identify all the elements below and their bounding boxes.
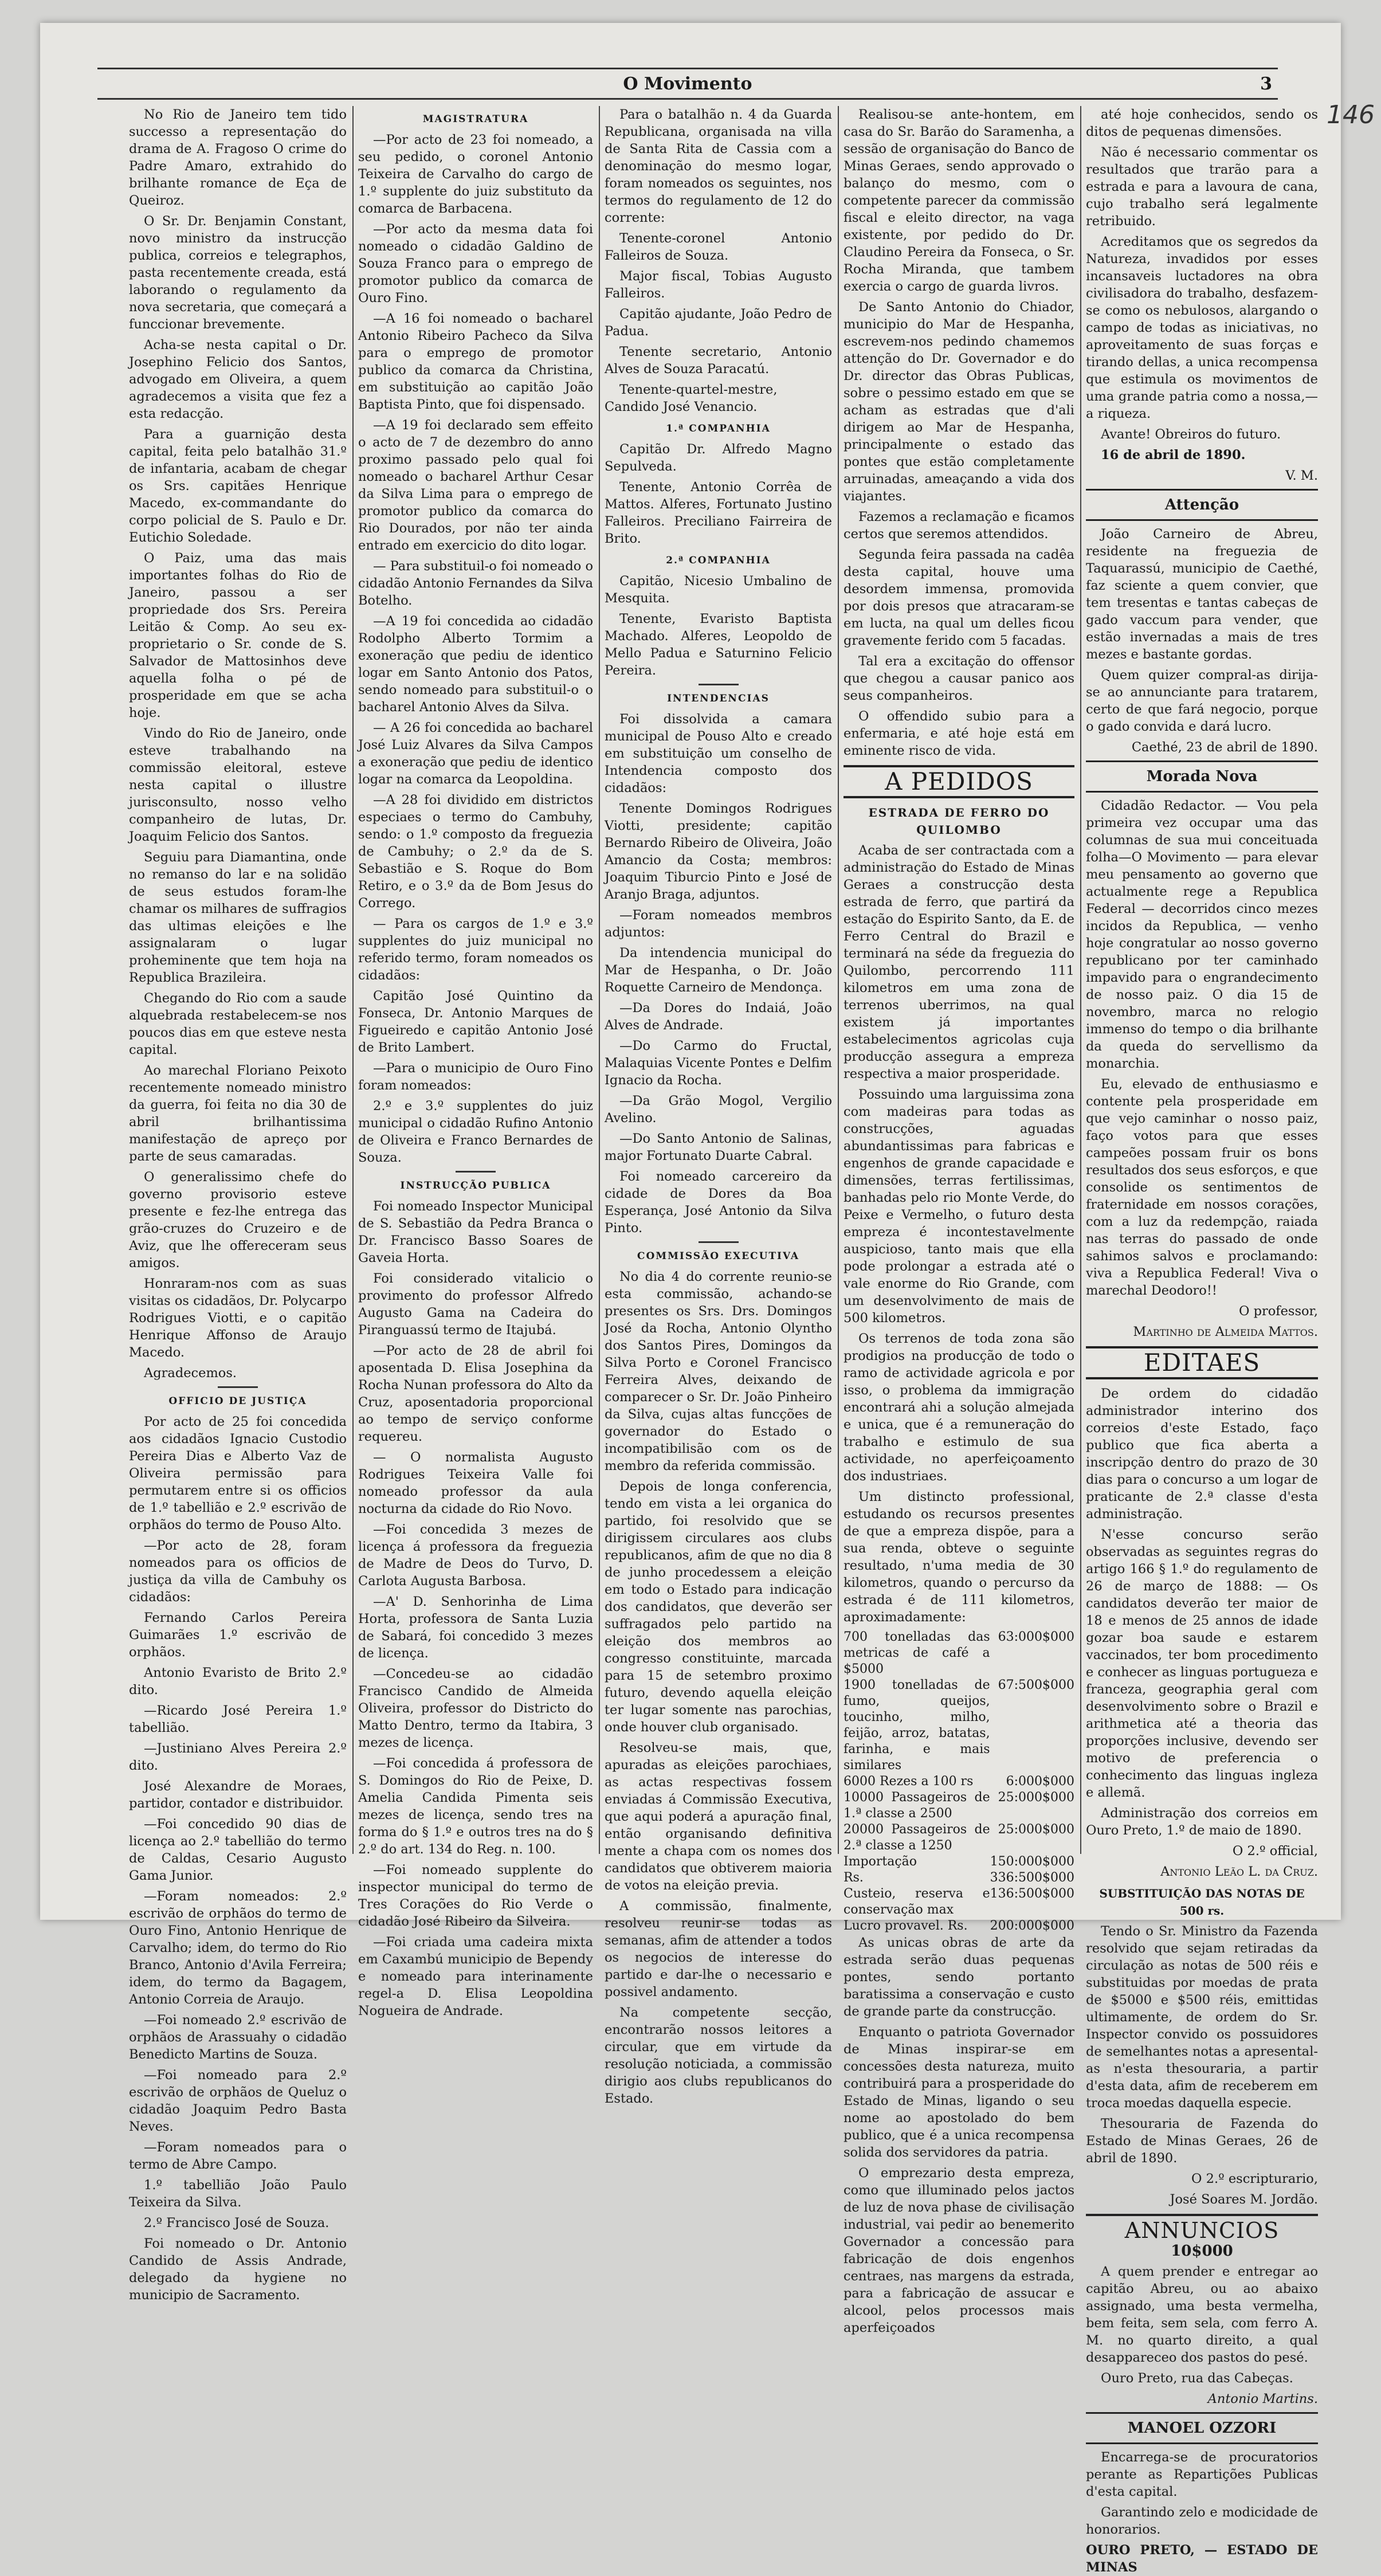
thick-rule xyxy=(1086,1377,1318,1379)
paragraph: As unicas obras de arte da estrada serão duas pequenas pontes, sendo portanto baratissima a conservação e custo de grande parte da construcção. xyxy=(843,1935,1074,2019)
table-cell-value: 25:000$000 xyxy=(998,1822,1074,1837)
paragraph: Possuindo uma larguissima zona com madeiras para todas as construcções, aguadas abundantissimas para fabricas e engenhos de grande capacidade e dimensões, terras fertilissimas, banhadas pelo rio Monte Verde, do Peixe e Vermelho, o futuro desta empreza é incontestavelmente auspicioso, tanto mais que ella pode prolongar a estrada até o vale enorme do Rio Grande, com um desenvolvimento de mais de 500 kilometros. xyxy=(843,1087,1074,1326)
paragraph: Major fiscal, Tobias Augusto Falleiros. xyxy=(605,269,832,301)
table-cell-value: 136:500$000 xyxy=(990,1887,1074,1901)
paragraph: Eu, elevado de enthusiasmo e contente pela prosperidade em que vejo caminhar o nosso paiz, faço votos para que esses campeões possam fruir os bons resultados dos seus esforços, e que consolide os sentimentos de fraternidade em nossos corações, com a luz da redempção, raiada nas terras do passado de onde sahimos salvos e proclamando: viva a Republica Federal! Viva o marechal Deodoro!! xyxy=(1086,1077,1318,1298)
paragraph: —Foi nomeado supplente do inspector municipal do termo de Tres Corações do Rio Verde o cidadão José Ribeiro da Silveira. xyxy=(358,1863,593,1929)
annuncio-reward: 10$000 xyxy=(1171,2242,1233,2260)
paragraph: Segunda feira passada na cadêa desta capital, houve uma desordem immensa, promovida por dois presos que atracaram-se em lucta, na qual um delles ficou gravemente ferido com 5 facadas. xyxy=(843,547,1074,648)
paragraph: —Por acto da mesma data foi nomeado o cidadão Galdino de Souza Franco para o emprego de promotor publico da comarca de Ouro Fino. xyxy=(358,222,593,305)
editaes-signature-name: Antonio Leão L. da Cruz. xyxy=(1160,1864,1318,1879)
magistratura-notes xyxy=(358,131,593,1166)
column-rule xyxy=(838,106,839,1854)
paragraph: No dia 4 do corrente reunio-se esta commissão, achando-se presentes os Srs. Drs. Domingos José da Rocha, Antonio Olyntho dos Santos Pires, Domingos da Silva Porto e Coronel Francisco Ferreira Alves, deixando de comparecer o Sr. Dr. João Pinheiro da Silva, cujas altas funcções de governador do Estado o incompatibilisão com os de membro da referida commissão. xyxy=(605,1269,832,1473)
column-2 xyxy=(358,106,594,2018)
paragraph: Acha-se nesta capital o Dr. Josephino Felicio dos Santos, advogado em Oliveira, a quem agradecemos a visita que fez a esta redacção. xyxy=(129,338,347,421)
paragraph: Foi nomeado carcereiro da cidade de Dores da Boa Esperança, José Antonio da Silva Pinto. xyxy=(605,1169,832,1236)
company-2-list xyxy=(605,573,832,679)
paragraph: Os terrenos de toda zona são prodigios na producção de todo o ramo de actividade agricola e por isso, o problema da immigração encontrará ahi a solução almejada e unica, que é a remuneração do trabalho e estimulo de sua actividade, no aperfeiçoamento dos industriaes. xyxy=(843,1331,1074,1484)
paragraph: —Foi concedido 90 dias de licença ao 2.º tabellião do termo de Caldas, Cesario Augusto Gama Junior. xyxy=(129,1817,347,1883)
paragraph: —Para o municipio de Ouro Fino foram nomeados: xyxy=(358,1061,593,1093)
table-cell-label: 1900 tonelladas de fumo, queijos, toucinho, milho, feijão, arroz, batatas, farinha, e mais similares xyxy=(843,1678,990,1773)
paragraph: Resolveu-se mais, que, apuradas as eleições parochiaes, as actas respectivas fossem enviadas á Commissão Executiva, que aqui poderá a apuração final, então organisando definitiva mente a chapa com os nomes dos candidatos que obtiverem maioria de votos na eleição previa. xyxy=(605,1740,832,1893)
paragraph: —Do Santo Antonio de Salinas, major Fortunato Duarte Cabral. xyxy=(605,1131,832,1163)
company-1-title: 1.ª COMPANHIA xyxy=(666,423,771,434)
separator xyxy=(456,1171,496,1173)
paragraph: Garantindo zelo e modicidade de honorarios. xyxy=(1086,2505,1318,2537)
paragraph: Tenente secretario, Antonio Alves de Souza Paracatú. xyxy=(605,344,832,377)
paragraph: Capitão José Quintino da Fonseca, Dr. Antonio Marques de Figueiredo e capitão Antonio José de Brito Lambert. xyxy=(358,989,593,1055)
section-title-magistratura: MAGISTRATURA xyxy=(422,113,529,125)
paragraph: Não é necessario commentar os resultados que trarão para a estrada e para a lavoura de cana, cujo trabalho será legalmente retribuido. xyxy=(1086,145,1318,229)
paragraph: 2.º e 3.º supplentes do juiz municipal o cidadão Rufino Antonio de Oliveira e Franco Bernardes de Souza. xyxy=(358,1099,593,1165)
table-cell-label: Importação xyxy=(843,1854,917,1869)
separator xyxy=(699,1241,739,1243)
table-row xyxy=(843,1629,1074,1677)
paragraph: Capitão Dr. Alfredo Magno Sepulveda. xyxy=(605,442,832,474)
column-rule xyxy=(352,106,354,1854)
paragraph: —A 16 foi nomeado o bacharel Antonio Ribeiro Pacheco da Silva para o emprego de promotor publico da comarca da Christina, em substituição ao capitão João Baptista Pinto, que foi dispensado. xyxy=(358,311,593,412)
table-row xyxy=(843,1854,1074,1870)
paragraph: —Foram nomeados para o termo de Abre Campo. xyxy=(129,2140,347,2172)
page-number: 3 xyxy=(1260,73,1272,94)
thick-rule xyxy=(1086,2214,1318,2216)
annuncio-signature: Antonio Martins. xyxy=(1207,2391,1318,2406)
ad-title-manoel-ozzori: MANOEL OZZORI xyxy=(1127,2420,1277,2437)
paragraph: De Santo Antonio do Chiador, municipio do Mar de Hespanha, escrevem-nos pedindo chamemos attenção do Dr. Governador e do Dr. director das Obras Publicas, sobre o pessimo estado em que se acham as estradas que d'ali dirigem ao Mar de Hespanha, principalmente o estado das pontes que estão completamente arruinadas, ameaçando a vida dos viajantes. xyxy=(843,300,1074,504)
estrada-continued xyxy=(1086,106,1318,443)
morada-box xyxy=(1086,760,1318,793)
table-cell-label: Lucro provavel. Rs. xyxy=(843,1919,968,1933)
section-title-a-pedidos: A PEDIDOS xyxy=(885,767,1033,795)
paragraph: Depois de longa conferencia, tendo em vista a lei organica do partido, foi resolvido que se dirigissem circulares aos clubs republicanos, afim de que no dia 8 de junho procedessem a eleição em todo o Estado para indicação dos candidatos, que deverão ser suffragados pelo partido na eleição dos membros ao congresso constituinte, marcada para 15 de setembro proximo futuro, devendo aquella eleição ter lugar somente nas parochias, onde houver club organisado. xyxy=(605,1479,832,1735)
paragraph: De ordem do cidadão administrador interino dos correios d'este Estado, faço publico que fica aberta a inscripção dentro do prazo de 30 dias para o concurso a um logar de praticante de 2.ª classe d'esta administração. xyxy=(1086,1386,1318,1522)
guard-appointments xyxy=(605,106,832,415)
paragraph: Ao marechal Floriano Peixoto recentemente nomeado ministro da guerra, foi feita no dia 30 de abril brilhantissima manifestação de apreço por parte de seus camaradas. xyxy=(129,1063,347,1164)
paragraph: A commissão, finalmente, resolveu reunir-se todas as semanas, afim de attender a todos os negocios de interesse do partido e dar-lhe o necessario e possivel andamento. xyxy=(605,1899,832,1999)
estrada-text-2 xyxy=(843,1934,1074,2336)
paragraph: Tendo o Sr. Ministro da Fazenda resolvido que sejam retiradas da circulação as notas de 500 réis e substituidas por moedas de prata de $5000 e $500 réis, emittidas ultimamente, de ordem do Sr. Inspector convido os possuidores de semelhantes notas a apresental-as n'esta thesouraria, a partir d'esta data, afim de receberem em troca moedas daquella especie. xyxy=(1086,1924,1318,2111)
attencao-text xyxy=(1086,526,1318,735)
paragraph: João Carneiro de Abreu, residente na freguezia de Taquarassú, municipio de Caethé, faz sciente a quem convier, que tem tresentas e tantas cabeças de gado vaccum para vender, que estão invernadas a mais de tres mezes e bastante gordas. xyxy=(1086,527,1318,662)
paragraph: O offendido subio para a enfermaria, e até hoje está em eminente risco de vida. xyxy=(843,709,1074,758)
paragraph: Avante! Obreiros do futuro. xyxy=(1101,427,1281,442)
company-1-list xyxy=(605,441,832,547)
paragraph: Administração dos correios em Ouro Preto, 1.º de maio de 1890. xyxy=(1086,1806,1318,1838)
morada-signature-name: Martinho de Almeida Mattos. xyxy=(1133,1324,1318,1339)
paragraph: Tenente, Antonio Corrêa de Mattos. Alferes, Fortunato Justino Falleiros. Preciliano Fairreira de Brito. xyxy=(605,480,832,546)
section-title-intendencias: INTENDENCIAS xyxy=(667,693,770,704)
table-cell-value: 6:000$000 xyxy=(1006,1774,1074,1789)
table-row xyxy=(843,1774,1074,1790)
paragraph: Acreditamos que os segredos da Natureza, invadidos por esses incansaveis luctadores na obra civilisadora do trabalho, desfazem-se como os nebulosos, alargando o campo de todas as iniciativas, no aproveitamento de suas forças e tirando dellas, a unica recompensa que estimula os movimentos de uma grande patria como a nossa,—a riqueza. xyxy=(1086,234,1318,421)
commissao-notes xyxy=(605,1268,832,2107)
paragraph: Tenente, Evaristo Baptista Machado. Alferes, Leopoldo de Mello Padua e Saturnino Felicio Pereira. xyxy=(605,611,832,678)
paragraph: —Justiniano Alves Pereira 2.º dito. xyxy=(129,1741,347,1773)
table-cell-label: 10000 Passageiros de 1.ª classe a 2500 xyxy=(843,1790,990,1821)
paragraph: —Foi nomeado para 2.º escrivão de orphãos de Queluz o cidadão Joaquim Pedro Basta Neves. xyxy=(129,2068,347,2134)
table-cell-label: Rs. xyxy=(843,1871,864,1885)
paragraph: Antonio Evaristo de Brito 2.º dito. xyxy=(129,1665,347,1697)
table-row xyxy=(843,1918,1074,1934)
estrada-revenue-table xyxy=(843,1629,1074,1934)
handwritten-page-number: 146 xyxy=(1327,100,1375,130)
paragraph: N'esse concurso serão observadas as seguintes regras do artigo 166 § 1.º do regulamento de 26 de março de 1888: — Os candidatos deverão ter maior de 18 e menos de 25 annos de idade gozar boa saude e estarem vaccinados, ter bom procedimento e conhecer as linguas portugueza e franceza, geographia geral com desenvolvimento sobre o Brazil e arithmetica até a theoria das proporções inclusive, devendo ser motivo de preferencia o conhecimento das linguas ingleza e allemã. xyxy=(1086,1527,1318,1800)
column-4 xyxy=(843,106,1074,2335)
paragraph: Capitão, Nicesio Umbalino de Mesquita. xyxy=(605,574,832,606)
editaes-text xyxy=(1086,1385,1318,1839)
paragraph: —Por acto de 23 foi nomeado, a seu pedido, o coronel Antonio Teixeira de Carvalho do cargo de 1.º supplente do juiz substituto da comarca de Barbacena. xyxy=(358,132,593,216)
paragraph: Fernando Carlos Pereira Guimarães 1.º escrivão de orphãos. xyxy=(129,1610,347,1660)
paragraph: —Foi criada uma cadeira mixta em Caxambú municipio de Bependy e nomeado para interinamente regel-a D. Elisa Leopoldina Nogueira de Andrade. xyxy=(358,1935,593,2018)
paragraph: —Foi concedida 3 mezes de licença á professora da freguezia de Madre de Deos do Turvo, D. Carlota Augusta Barbosa. xyxy=(358,1522,593,1589)
ozzori-footer: OURO PRETO, — ESTADO DE MINAS xyxy=(1086,2543,1318,2575)
attencao-box xyxy=(1086,489,1318,521)
paragraph: —Foi nomeado 2.º escrivão de orphãos de Arassuahy o cidadão Benedicto Martins de Souza. xyxy=(129,2013,347,2062)
table-cell-value: 67:500$000 xyxy=(998,1678,1074,1692)
paragraph: No Rio de Janeiro tem tido successo a representação do drama de A. Fragoso O crime do Padre Amaro, extrahido do brilhante romance de Eça de Queiroz. xyxy=(129,107,347,208)
paragraph: Enquanto o patriota Governador de Minas inspirar-se em concessões desta natureza, muito contribuirá para a prosperidade do Estado de Minas, ligando o seu nome ao apostolado do bem publico, que é a unica recompensa solida dos servidores da patria. xyxy=(843,2025,1074,2160)
paragraph: 1.º tabellião João Paulo Teixeira da Silva. xyxy=(129,2178,347,2210)
ad-title-attencao: Attenção xyxy=(1164,496,1239,513)
news-notes xyxy=(129,106,347,1382)
instruccao-notes xyxy=(358,1198,593,2020)
paragraph: Chegando do Rio com a saude alquebrada restabelecem-se nos poucos dias em que esteve nesta capital. xyxy=(129,991,347,1057)
column-rule xyxy=(1080,106,1081,1854)
paragraph: — Para os cargos de 1.º e 3.º supplentes do juiz municipal no referido termo, foram nomeados os cidadãos: xyxy=(358,916,593,983)
paragraph: José Alexandre de Moraes, partidor, contador e distribuidor. xyxy=(129,1779,347,1811)
paragraph: — A 26 foi concedida ao bacharel José Luiz Alvares da Silva Campos a exoneração que pediu de identico logar na comarca da Leopoldina. xyxy=(358,720,593,787)
section-title-substituicao: SUBSTITUIÇÃO DAS NOTAS DE 500 rs. xyxy=(1099,1887,1305,1918)
separator xyxy=(218,1386,258,1388)
company-2-title: 2.ª COMPANHIA xyxy=(666,555,771,566)
column-1 xyxy=(129,106,347,2303)
paragraph: —A' D. Senhorinha de Lima Horta, professora de Santa Luzia de Sabará, foi concedido 3 mezes de licença. xyxy=(358,1594,593,1661)
paragraph: O generalissimo chefe do governo provisorio esteve presente e fez-lhe entrega das grão-cruzes do Cruzeiro e de Aviz, que lhe offereceram seus amigos. xyxy=(129,1170,347,1271)
paragraph: Cidadão Redactor. — Vou pela primeira vez occupar uma das columnas de sua mui conceituada folha—O Movimento — para elevar meu pensamento ao governo que actualmente rege a Republica Federal — decorridos cinco mezes incidos da Republica, — venho hoje congratular ao nosso governo republicano por ter caminhado impavido para o engrandecimento de nosso paiz. O dia 15 de novembro, marca no relogio immenso do tempo o dia brilhante da queda do servellismo da monarchia. xyxy=(1086,798,1318,1071)
section-title-commissao-executiva: COMMISSÃO EXECUTIVA xyxy=(637,1250,800,1262)
paragraph: — Para substituil-o foi nomeado o cidadão Antonio Fernandes da Silva Botelho. xyxy=(358,559,594,608)
estrada-text xyxy=(843,842,1074,1626)
paragraph: Realisou-se ante-hontem, em casa do Sr. Barão do Saramenha, a sessão de organisação do Banco de Minas Geraes, sendo approvado o balanço do mesmo, com o competente parecer da commissão fiscal e eleito director, na vaga existente, por pedido do Dr. Claudino Pereira da Fonseca, o Sr. Rocha Miranda, que tambem exercia o cargo de guarda livros. xyxy=(843,107,1074,294)
paragraph: Por acto de 25 foi concedida aos cidadãos Ignacio Custodio Pereira Dias e Alberto Vaz de Oliveira permissão para permutarem entre si os officios de 1.º tabellião e 2.º escrivão de orphãos do termo de Pouso Alto. xyxy=(129,1414,347,1532)
article-title-estrada: ESTRADA DE FERRO DO QUILOMBO xyxy=(868,806,1050,837)
paragraph: —Foi concedida á professora de S. Domingos do Rio de Peixe, D. Amelia Candida Pimenta seis mezes de licença, sendo tres na forma do § 1.º e outros tres na do § 2.º do art. 134 do Reg. n. 100. xyxy=(358,1756,593,1857)
paragraph: Encarrega-se de procuratorios perante as Repartições Publicas d'esta capital. xyxy=(1086,2450,1318,2499)
article-title-morada-nova: Morada Nova xyxy=(1146,768,1258,785)
table-cell-label: 20000 Passageiros de 2.ª classe a 1250 xyxy=(843,1822,990,1853)
section-title-instruccao-publica: INSTRUCÇÃO PUBLICA xyxy=(400,1180,551,1191)
paragraph: Agradecemos. xyxy=(144,1366,237,1381)
paragraph: Thesouraria de Fazenda do Estado de Minas Geraes, 26 de abril de 1890. xyxy=(1086,2116,1318,2166)
newspaper-header xyxy=(97,68,1278,100)
table-row xyxy=(843,1790,1074,1822)
paragraph: —Da Dores do Indaiá, João Alves de Andrade. xyxy=(605,1001,832,1033)
ozzori-text xyxy=(1086,2449,1318,2538)
paragraph: O Sr. Dr. Benjamin Constant, novo ministro da instrucção publica, correios e telegraphos, pasta recentemente creada, está laborando o regulamento da nova secretaria, que começará a funccionar brevemente. xyxy=(129,214,347,332)
paragraph: Tenente-quartel-mestre, Candido José Venancio. xyxy=(605,382,778,414)
table-row xyxy=(843,1870,1074,1886)
paragraph: 2.º Francisco José de Souza. xyxy=(144,2216,329,2230)
morada-text xyxy=(1086,797,1318,1299)
paragraph: O emprezario desta empreza, como que illuminado pelos jactos de luz de nova phase de civilisação industrial, vai pedir ao benemerito Governador a concessão para fabricação de dois engenhos centraes, nas margens da estrada, para a fabricação de assucar e alcool, pelos processos mais aperfeiçoados xyxy=(843,2166,1074,2335)
paragraph: Fazemos a reclamação e ficamos certos que seremos attendidos. xyxy=(843,509,1074,542)
table-cell-value: 25:000$000 xyxy=(998,1790,1074,1805)
paragraph: Acaba de ser contractada com a administração do Estado de Minas Geraes a construcção desta estrada de ferro, que partirá da estação do Espirito Santo, da E. de Ferro Central do Brazil e terminará na séde da freguezia do Quilombo, percorrendo 111 kilometros em uma zona de terrenos uberrimos, na qual existem já importantes estabelecimentos agricolas cuja producção assegura a empreza respectiva a maior prosperidade. xyxy=(843,843,1074,1081)
intendencias-notes xyxy=(605,711,832,1237)
thick-rule xyxy=(843,796,1074,798)
paragraph: Tenente-coronel Antonio Falleiros de Souza. xyxy=(605,231,832,263)
table-cell-label: 700 tonelladas das metricas de café a $5000 xyxy=(843,1630,990,1676)
paragraph: Honraram-nos com as suas visitas os cidadãos, Dr. Polycarpo Rodrigues Viotti, e o capitão Henrique Affonso de Araujo Macedo. xyxy=(129,1276,347,1360)
paragraph: Tenente Domingos Rodrigues Viotti, presidente; capitão Bernardo Ribeiro de Oliveira, João Amancio da Costa; membros: Joaquim Tiburcio Pinto e José de Aranjo Braga, adjuntos. xyxy=(605,801,832,902)
separator xyxy=(699,684,739,685)
paragraph: —A 28 foi dividido em districtos especiaes o termo do Cambuhy, sendo: o 1.º composto da freguezia de Cambuhy; o 2.º da de S. Sebastião e S. Roque do Bom Retiro, e o 3.º da de Bom Jesus do Corrego. xyxy=(358,793,593,911)
table-cell-value: 200:000$000 xyxy=(990,1919,1074,1933)
column-3 xyxy=(605,106,832,2106)
paragraph: Seguiu para Diamantina, onde no remanso do lar e na solidão de seus estudos foram-lhe chamar os milhares de suffragios das ultimas eleições e lhe assignalaram o lugar proheminente que tem hoja na Republica Brazileira. xyxy=(129,850,347,985)
substituicao-signature-role: O 2.º escripturario, xyxy=(1191,2171,1318,2186)
ozzori-box xyxy=(1086,2412,1318,2444)
paragraph: Um distincto professional, estudando os recursos presentes de que a empreza dispõe, para a sua renda, obteve o seguinte resultado, n'uma media de 30 kilometros, quando o percurso da estrada é de 111 kilometros, aproximadamente: xyxy=(843,1489,1074,1625)
editaes-signature-role: O 2.º official, xyxy=(1232,1844,1318,1859)
paragraph: —Por acto de 28, foram nomeados para os officios de justiça da villa de Cambuhy os cidadãos: xyxy=(129,1538,347,1605)
table-row xyxy=(843,1886,1074,1918)
column-rule xyxy=(599,106,600,1854)
paragraph: —Concedeu-se ao cidadão Francisco Candido de Almeida Oliveira, professor do Districto do Matto Dentro, termo da Itabira, 3 mezes de licença. xyxy=(358,1667,593,1750)
paragraph: até hoje conhecidos, sendo os ditos de pequenas dimensões. xyxy=(1086,107,1318,139)
table-row xyxy=(843,1822,1074,1854)
paragraph: Foi nomeado Inspector Municipal de S. Sebastião da Pedra Branca o Dr. Francisco Basso Soares de Gaveia Horta. xyxy=(358,1199,593,1265)
newspaper-title: O Movimento xyxy=(623,73,752,94)
paragraph: —Do Carmo do Fructal, Malaquias Vicente Pontes e Delfim Ignacio da Rocha. xyxy=(605,1038,832,1088)
section-title-officio-de-justica: OFFICIO DE JUSTIÇA xyxy=(168,1395,307,1407)
paragraph: —Ricardo José Pereira 1.º tabellião. xyxy=(129,1703,347,1735)
paragraph: Na competente secção, encontrarão nossos leitores a circular, que em virtude da resolução noticiada, a commissão dirigio aos clubs republicanos do Estado. xyxy=(605,2005,832,2106)
table-row xyxy=(843,1677,1074,1774)
paragraph: Foi nomeado o Dr. Antonio Candido de Assis Andrade, delegado da hygiene no municipio de Sacramento. xyxy=(129,2236,347,2303)
paragraph: Capitão ajudante, João Pedro de Padua. xyxy=(605,307,832,339)
paragraph: Quem quizer compral-as dirija-se ao annunciante para tratarem, certo de que fará negocio, porque o gado convida e dará lucro. xyxy=(1086,668,1318,734)
table-cell-value: 63:000$000 xyxy=(998,1630,1074,1644)
paragraph: — O normalista Augusto Rodrigues Teixeira Valle foi nomeado professor da aula nocturna da cidade do Rio Novo. xyxy=(358,1450,593,1516)
paragraph: Ouro Preto, rua das Cabeças. xyxy=(1101,2371,1293,2386)
annuncio-text xyxy=(1086,2263,1318,2387)
estrada-date: 16 de abril de 1890. xyxy=(1101,448,1246,462)
attencao-date: Caethé, 23 de abril de 1890. xyxy=(1131,740,1318,755)
paragraph: —A 19 foi declarado sem effeito o acto de 7 de dezembro do anno proximo passado pelo qual foi nomeado o bacharel Arthur Cesar da Silva Lima para o emprego de promotor publico da comarca do Rio Dourados, por não ter ainda entrado em exercicio do dito logar. xyxy=(358,418,593,553)
paragraph: A quem prender e entregar ao capitão Abreu, ou ao abaixo assignado, uma besta vermelha, bem feita, sem sela, com ferro A. M. no quarto direito, a qual desappareceo dos pastos do pesé. xyxy=(1086,2264,1318,2365)
paragraph: Foi considerado vitalicio o provimento do professor Alfredo Augusto Gama na Cadeira do Piranguassú termo de Itajubá. xyxy=(358,1271,593,1338)
paragraph: Tal era a excitação do offensor que chegou a causar panico aos seus companheiros. xyxy=(843,654,1074,703)
paragraph: —A 19 foi concedida ao cidadão Rodolpho Alberto Tormim a exoneração que pediu de identico logar em Santo Antonio dos Patos, sendo nomeado para substituil-o o bacharel Antonio Alves da Silva. xyxy=(358,614,593,715)
paragraph: Da intendencia municipal do Mar de Hespanha, o Dr. João Roquette Carneiro de Mendonça. xyxy=(605,946,832,995)
paragraph: Foi dissolvida a camara municipal de Pouso Alto e creado em substituição um conselho de Intendencia composto dos cidadãos: xyxy=(605,712,832,795)
section-title-editaes: EDITAES xyxy=(1143,1348,1261,1377)
paragraph: Vindo do Rio de Janeiro, onde esteve trabalhando na commissão eleitoral, esteve nesta capital o illustre jurisconsulto, nosso velho companheiro de lutas, Dr. Joaquim Felicio dos Santos. xyxy=(129,726,347,844)
section-title-annuncios: ANNUNCIOS xyxy=(1124,2218,1280,2243)
paragraph: —Foram nomeados membros adjuntos: xyxy=(605,908,832,940)
substituicao-signature-name: José Soares M. Jordão. xyxy=(1170,2192,1318,2207)
justice-notes xyxy=(129,1413,347,2304)
table-cell-value: 150:000$000 xyxy=(990,1854,1074,1869)
paragraph: —Foram nomeados: 2.º escrivão de orphãos do termo de Ouro Fino, Antonio Henrique de Carvalho; idem, do termo do Rio Branco, Antonio d'Avila Ferreira; idem, do termo da Bagagem, Antonio Correia de Araujo. xyxy=(129,1889,347,2007)
table-cell-label: Custeio, reserva e conservação max xyxy=(843,1887,990,1917)
paragraph: O Paiz, uma das mais importantes folhas do Rio de Janeiro, passou a ser propriedade dos Srs. Pereira Leitão & Comp. Ao seu ex-proprietario o Sr. conde de S. Salvador de Mattosinhos deve aquella folha o pé de prosperidade em que se acha hoje. xyxy=(129,551,347,720)
estrada-signature: V. M. xyxy=(1285,468,1318,483)
substituicao-text xyxy=(1086,1923,1318,2167)
local-notes xyxy=(843,106,1074,759)
paragraph: Para o batalhão n. 4 da Guarda Republicana, organisada na villa de Santa Rita de Cassia com a denominação do mesmo logar, foram nomeados os seguintes, nos termos do regulamento de 12 do corrente: xyxy=(605,107,832,225)
paragraph: —Por acto de 28 de abril foi aposentada D. Elisa Josephina da Rocha Nunan professora do Alto da Cruz, aposentadoria proporcional ao tempo de serviço conforme requereu. xyxy=(358,1343,593,1444)
table-cell-value: 336:500$000 xyxy=(990,1871,1074,1885)
morada-signature-role: O professor, xyxy=(1238,1304,1318,1319)
table-cell-label: 6000 Rezes a 100 rs xyxy=(843,1774,974,1789)
paragraph: —Da Grão Mogol, Vergilio Avelino. xyxy=(605,1093,832,1126)
column-5 xyxy=(1086,106,1318,2575)
paragraph: Para a guarnição desta capital, feita pelo batalhão 31.º de infantaria, acabam de chegar os Srs. capitães Henrique Macedo, ex-commandante do corpo policial de S. Paulo e Dr. Eutichio Soledade. xyxy=(129,427,347,545)
